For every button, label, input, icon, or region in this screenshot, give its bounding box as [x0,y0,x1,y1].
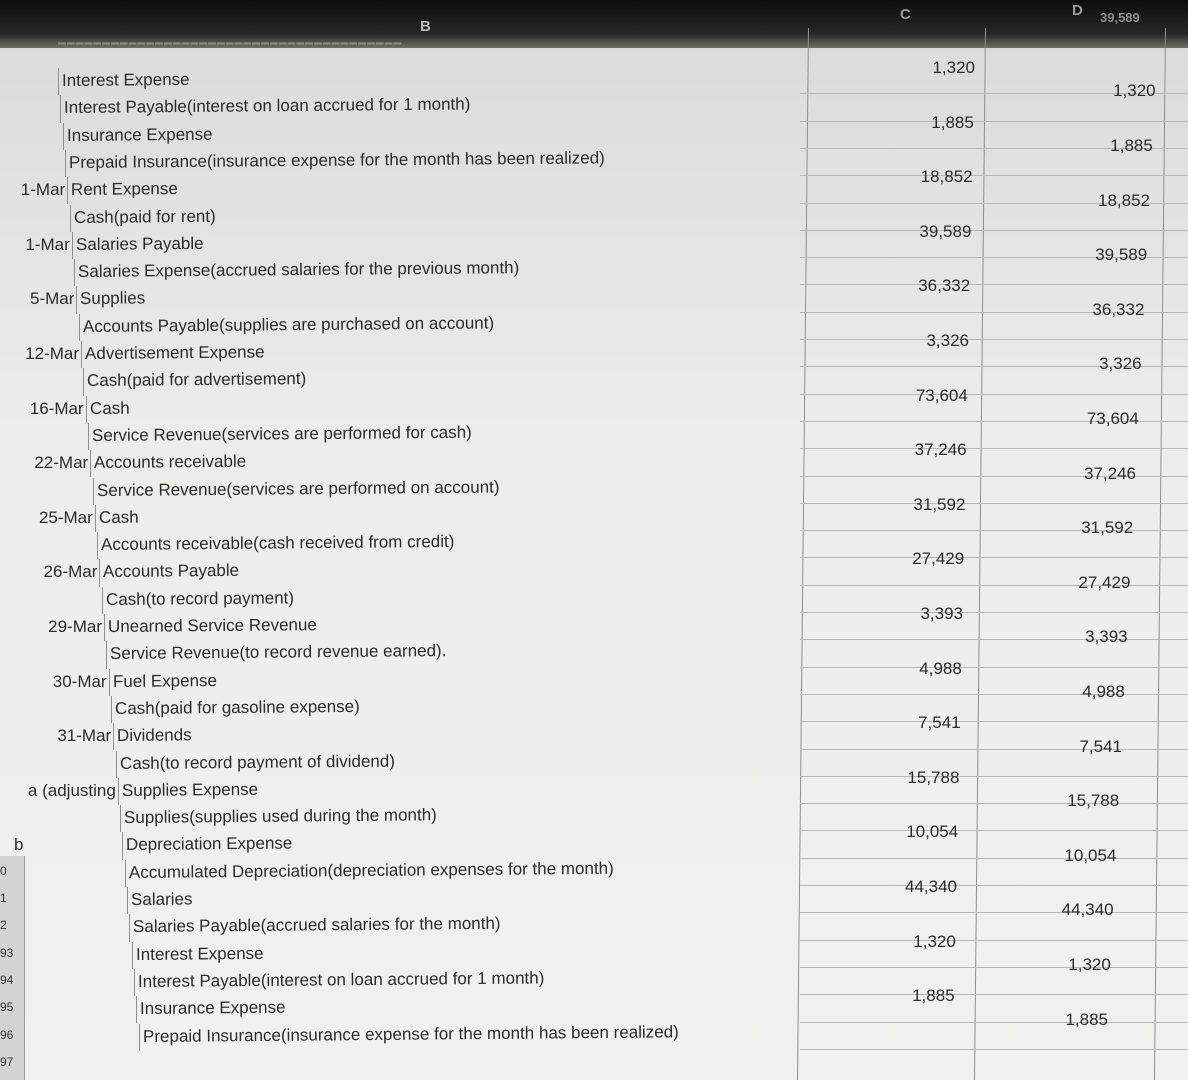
account-cell[interactable]: Cash [98,507,139,527]
debit-cell[interactable]: 18,852 [920,167,973,187]
row-divider [800,230,1188,231]
account-cell[interactable]: Insurance Expense [66,124,213,145]
account-cell[interactable]: Supplies [80,288,146,309]
debit-cell[interactable]: 1,885 [912,986,955,1006]
row-number[interactable]: 96 [0,1027,14,1042]
account-cell[interactable]: Accounts Payable(supplies are purchased on account) [82,313,494,336]
date-cell[interactable]: 5-Mar [30,289,75,309]
account-cell[interactable]: Cash(to record payment) [105,588,294,609]
row-divider [800,503,1188,504]
account-cell[interactable]: Insurance Expense [140,997,286,1019]
date-cell[interactable]: 12-Mar [25,344,79,363]
account-column-border [95,505,96,532]
row-divider [800,803,1188,804]
account-cell[interactable]: Interest Payable(interest on loan accrued for 1 month) [137,968,545,991]
debit-cell[interactable]: 27,429 [912,549,965,569]
account-column-border [136,996,137,1023]
debit-cell[interactable]: 3,393 [920,604,963,623]
credit-cell[interactable]: 3,393 [1085,627,1128,647]
account-cell[interactable]: Salaries Payable(accrued salaries for the month) [133,914,501,937]
account-column-border [58,68,59,95]
account-cell[interactable]: Salaries Expense(accrued salaries for the previous month) [78,258,520,282]
row-divider [800,1022,1188,1023]
row-divider [800,639,1188,640]
debit-cell[interactable]: 3,326 [926,331,969,350]
debit-cell[interactable]: 1,885 [931,112,974,132]
debit-cell[interactable]: 4,988 [919,658,962,678]
debit-cell[interactable]: 36,332 [918,276,971,296]
account-cell[interactable]: Supplies Expense [121,779,258,800]
row-divider [800,394,1188,395]
row-divider [800,912,1188,913]
account-column-border [76,286,77,313]
account-cell[interactable]: Prepaid Insurance(insurance expense for the month has been realized) [68,148,605,172]
row-divider [800,448,1188,449]
account-cell[interactable]: Service Revenue(to record revenue earned). [110,641,447,664]
row-divider [800,1049,1188,1050]
credit-cell[interactable]: 18,852 [1098,190,1150,210]
account-column-border [83,368,84,395]
row-divider [800,994,1188,995]
account-column-border [139,1024,140,1051]
debit-cell[interactable]: 44,340 [905,877,957,896]
account-column-border [116,751,117,778]
account-column-border [70,205,71,232]
date-cell[interactable]: 1-Mar [20,180,66,200]
account-cell[interactable]: Interest Expense [135,943,264,964]
account-cell[interactable]: Dividends [117,725,192,746]
row-divider [800,721,1188,722]
account-cell[interactable]: Cash(paid for advertisement) [87,369,307,391]
account-column-border [65,150,66,177]
account-cell[interactable]: Rent Expense [71,179,179,200]
account-column-border [120,805,121,832]
credit-cell[interactable]: 3,326 [1099,354,1142,374]
row-number[interactable]: 97 [0,1054,14,1069]
row-divider [800,694,1188,695]
date-cell[interactable]: 25-Mar [38,507,93,527]
column-divider [1154,28,1166,1080]
column-divider [974,28,986,1080]
account-column-border [67,177,68,204]
date-cell[interactable]: 26-Mar [43,562,98,582]
row-number-column [0,856,25,1080]
account-column-border [60,95,61,122]
credit-cell[interactable]: 10,054 [1064,845,1117,865]
debit-cell[interactable]: 31,592 [913,494,966,514]
account-cell[interactable]: Fuel Expense [112,670,217,691]
account-column-border [113,723,114,750]
row-number[interactable]: 94 [0,972,14,987]
row-divider [800,339,1188,340]
account-cell[interactable]: Cash(paid for gasoline expense) [114,696,360,718]
account-cell[interactable]: Accumulated Depreciation(depreciation expenses for the month) [128,858,614,882]
row-divider [800,830,1188,831]
account-column-border [99,559,100,586]
row-divider [800,967,1188,968]
row-divider [800,284,1188,285]
account-cell[interactable]: Advertisement Expense [84,342,265,363]
credit-cell[interactable]: 31,592 [1081,518,1134,538]
account-cell[interactable]: Cash(paid for rent) [73,206,216,227]
row-divider [800,121,1188,122]
account-column-border [122,832,123,859]
row-divider [800,858,1188,859]
account-cell[interactable]: Service Revenue(services are performed on account) [96,476,500,500]
account-column-border [79,314,80,341]
row-divider [800,749,1188,750]
account-cell[interactable]: Salaries Payable [75,233,204,254]
account-column-border [104,614,105,641]
row-number[interactable]: 1 [0,891,7,905]
account-cell[interactable]: Interest Payable(interest on loan accrued for 1 month) [64,94,471,118]
row-number[interactable]: 95 [0,1000,14,1015]
credit-cell[interactable]: 15,788 [1067,791,1120,811]
row-divider [800,612,1188,613]
date-cell[interactable]: 1-Mar [25,234,70,254]
date-cell[interactable]: 22-Mar [34,453,89,473]
account-cell[interactable]: Unearned Service Revenue [107,615,317,636]
account-column-border [125,860,126,887]
account-column-border [127,887,128,914]
credit-cell[interactable]: 1,885 [1110,135,1153,155]
account-cell[interactable]: Accounts receivable [94,451,247,473]
account-cell[interactable]: Cash [89,398,130,418]
row-divider [800,940,1188,941]
debit-cell[interactable]: 15,788 [907,767,960,787]
debit-cell[interactable]: 1,320 [932,58,975,77]
column-header-b[interactable]: B [420,18,431,35]
account-cell[interactable]: Interest Expense [61,69,190,90]
account-column-border [102,587,103,614]
account-cell[interactable]: Salaries [130,889,193,909]
account-column-border [93,478,94,505]
row-divider [800,667,1188,668]
account-cell[interactable]: Depreciation Expense [126,833,293,855]
credit-cell[interactable]: 4,988 [1082,681,1125,701]
credit-cell[interactable]: 1,320 [1068,954,1111,974]
date-cell[interactable]: 31-Mar [57,726,112,746]
date-cell[interactable]: b [14,835,24,855]
account-column-border [106,641,107,668]
partial-top-row: ━━━━━━━━━━━━━━━━━━━━━━━━━━━━━━━━━━━━━━━ [58,36,403,50]
column-divider [797,28,809,1080]
debit-cell[interactable]: 37,246 [914,440,967,460]
account-cell[interactable]: Accounts Payable [103,561,240,582]
date-cell[interactable]: 29-Mar [48,617,102,636]
date-cell[interactable]: a (adjusting [27,780,116,800]
credit-cell[interactable]: 37,246 [1084,463,1136,483]
credit-cell[interactable]: 73,604 [1086,408,1139,428]
account-cell[interactable]: Supplies(supplies used during the month) [124,805,437,828]
credit-cell[interactable]: 36,332 [1092,299,1145,319]
row-number[interactable]: 0 [0,863,7,878]
debit-cell[interactable]: 10,054 [906,822,959,842]
credit-cell[interactable]: 1,320 [1113,81,1156,101]
account-column-border [72,232,73,259]
account-column-border [90,450,91,477]
date-cell[interactable]: 16-Mar [29,398,84,418]
row-divider [800,776,1188,777]
account-column-border [88,423,89,450]
debit-cell[interactable]: 39,589 [919,221,972,241]
column-header-d[interactable]: D [1072,2,1083,19]
row-number[interactable]: 93 [0,945,14,960]
account-column-border [109,669,110,696]
debit-cell[interactable]: 73,604 [915,385,968,405]
account-column-border [86,396,87,423]
row-divider [800,885,1188,886]
account-column-border [134,969,135,996]
account-column-border [132,942,133,969]
credit-cell[interactable]: 39,589 [1095,245,1148,265]
row-number[interactable]: 2 [0,918,7,933]
debit-cell[interactable]: 7,541 [918,713,961,733]
account-column-border [118,778,119,805]
account-cell[interactable]: Cash(to record payment of dividend) [119,751,395,773]
credit-cell[interactable]: 44,340 [1061,900,1114,920]
debit-cell[interactable]: 1,320 [913,931,956,951]
credit-cell[interactable]: 1,885 [1065,1009,1108,1029]
row-divider [800,557,1188,558]
row-divider [800,175,1188,176]
credit-cell[interactable]: 7,541 [1079,736,1122,756]
account-column-border [63,123,64,150]
account-cell[interactable]: Prepaid Insurance(insurance expense for the month has been realized) [142,1021,679,1046]
account-cell[interactable]: Service Revenue(services are performed for cash) [91,422,472,445]
account-column-border [97,532,98,559]
account-column-border [129,914,130,941]
credit-cell[interactable]: 27,429 [1078,572,1131,592]
account-column-border [111,696,112,723]
partial-top-value: 39,589 [1100,10,1140,25]
account-column-border [74,259,75,286]
account-column-border [81,341,82,368]
account-cell[interactable]: Accounts receivable(cash received from credit) [101,532,455,555]
date-cell[interactable]: 30-Mar [52,671,107,691]
column-header-c[interactable]: C [900,6,911,23]
